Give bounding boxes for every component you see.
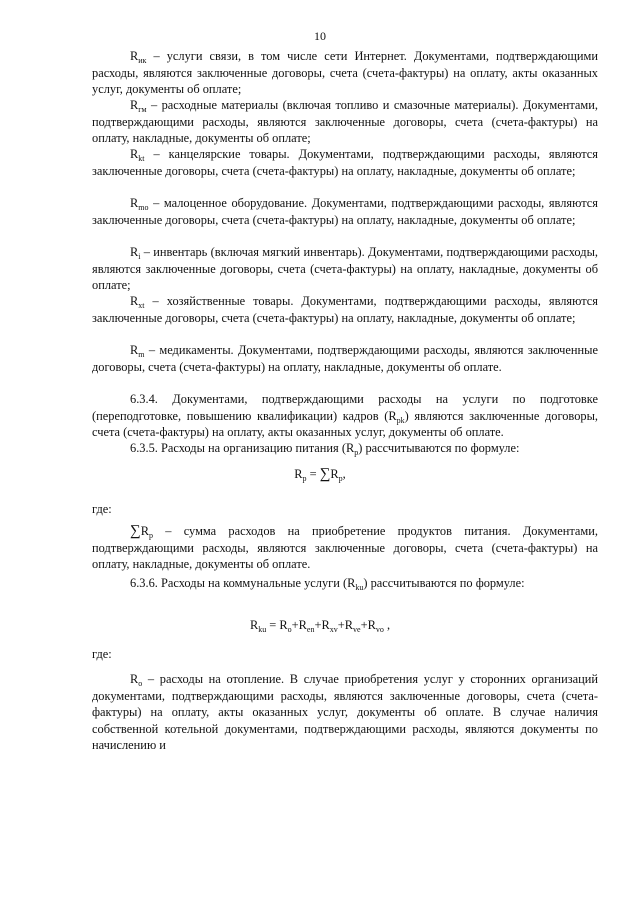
item-subscript: xt: [138, 301, 145, 310]
item-materials: [92, 97, 598, 147]
paragraph-6-3-4: [92, 391, 598, 441]
formula-term: +R: [360, 618, 376, 632]
item-symbol: R: [130, 294, 139, 308]
formula-term: +R: [337, 618, 354, 632]
item-text: – расходные материалы (включая топливо и смазочные материалы). Документами, подтверждающими расходы, являются заключенные договоры, счета (счета-фактуры) на оплату, накладные, документы об оплате;: [92, 98, 598, 145]
where-label: где:: [92, 647, 112, 661]
paragraph-text: 6.3.5. Расходы на организацию питания (R: [130, 441, 355, 455]
item-subscript: mo: [138, 203, 149, 212]
paragraph-text-tail: ) рассчитываются по формуле:: [358, 441, 520, 455]
item-communications: [92, 48, 598, 98]
page-number: 10: [314, 29, 326, 43]
definition-text: – расходы на отопление. В случае приобретения услуг у сторонних организаций документами, подтверждающими расходы, являются заключенные договоры, счета (счета-фактуры) на оплату, акты оказанных услуг, документы об оплате. В случае наличия собственной котельной документами, подтверждающими расходы, являются документы по начислению и: [92, 672, 598, 752]
formula-term: R: [279, 618, 288, 632]
formula-term-sub: en: [306, 625, 315, 634]
item-subscript: гм: [138, 105, 147, 114]
paragraph-6-3-5: [92, 440, 598, 457]
formula-lhs: R: [249, 618, 259, 632]
item-symbol: R: [130, 98, 139, 112]
formula-food-expenses: [0, 466, 640, 483]
formula-lhs-sub: ku: [258, 625, 267, 634]
formula-rhs: R: [330, 467, 339, 481]
paragraph-text-tail: ) являются заключенные договоры, счета (счета-фактуры) на оплату, акты оказанных услуг, документы об оплате.: [92, 408, 599, 439]
formula-end: ,: [342, 467, 346, 481]
paragraph-text-tail: ) рассчитываются по формуле:: [363, 576, 525, 590]
item-subscript: kt: [138, 154, 145, 163]
paragraph-text: 6.3.4. Документами, подтверждающими расходы на услуги по подготовке (переподготовке, повышению квалификации) кадров (R: [92, 392, 598, 423]
item-symbol: R: [130, 245, 139, 259]
formula-equals: =: [266, 618, 280, 632]
item-stationery: [92, 146, 598, 179]
item-text: – канцелярские товары. Документами, подтверждающими расходы, являются заключенные договоры, счета (счета-фактуры) на оплату, накладные, документы об оплате;: [92, 147, 598, 178]
paragraph-text: 6.3.6. Расходы на коммунальные услуги (R: [130, 576, 356, 590]
formula-term-sub: ve: [353, 625, 361, 634]
formula-utilities: [0, 617, 640, 634]
formula-term: +R: [291, 618, 307, 632]
paragraph-6-3-6: [92, 575, 598, 592]
item-text: – инвентарь (включая мягкий инвентарь). Документами, подтверждающими расходы, являются заключенные договоры, счета (счета-фактуры) на оплату, накладные, документы об оплате;: [92, 245, 598, 292]
formula-lhs-sub: p: [302, 474, 307, 483]
paragraph-subscript: pk: [396, 415, 405, 425]
item-symbol: R: [130, 49, 139, 63]
definition-subscript: o: [138, 679, 143, 688]
formula-term-sub: xv: [329, 625, 338, 634]
sum-definition: [92, 523, 598, 573]
item-low-value-equipment: [92, 195, 598, 228]
where-label: где:: [92, 502, 112, 516]
formula-term: +R: [314, 618, 330, 632]
item-symbol: R: [130, 147, 139, 161]
definition-symbol: R: [140, 524, 149, 538]
paragraph-subscript: ku: [355, 583, 364, 592]
item-text: – услуги связи, в том числе сети Интернет. Документами, подтверждающими расходы, являются заключенные договоры, счета (счета-фактуры) на оплату, акты оказанных услуг, документы об оплате;: [92, 49, 598, 96]
item-subscript: m: [138, 350, 145, 359]
item-symbol: R: [130, 196, 139, 210]
item-household-goods: [92, 293, 598, 326]
item-subscript: i: [138, 252, 141, 261]
formula-rhs-sub: p: [338, 474, 343, 483]
definition-subscript: p: [148, 531, 153, 540]
formula-term-sub: o: [287, 625, 292, 634]
definition-text: – сумма расходов на приобретение продуктов питания. Документами, подтверждающими расходы, являются заключенные договоры, счета (счета-фактуры) на оплату, накладные, документы об оплате.: [92, 524, 598, 571]
sum-symbol: ∑: [130, 523, 141, 539]
heating-definition: [92, 671, 598, 754]
definition-symbol: R: [130, 672, 139, 686]
item-text: – малоценное оборудование. Документами, подтверждающими расходы, являются заключенные договоры, счета (счета-фактуры) на оплату, накладные, документы об оплате;: [92, 196, 598, 227]
item-text: – хозяйственные товары. Документами, подтверждающими расходы, являются заключенные договоры, счета (счета-фактуры) на оплату, накладные, документы об оплате;: [92, 294, 598, 325]
sum-symbol: ∑: [319, 466, 331, 482]
item-symbol: R: [130, 343, 139, 357]
paragraph-subscript: p: [354, 448, 359, 457]
item-text: – медикаменты. Документами, подтверждающими расходы, являются заключенные договоры, счета (счета-фактуры) на оплату, накладные, документы об оплате.: [92, 343, 598, 374]
formula-lhs: R: [294, 467, 303, 481]
item-medicines: [92, 342, 598, 375]
formula-end: ,: [383, 618, 391, 632]
formula-term-sub: vo: [375, 625, 384, 634]
formula-equals: =: [306, 467, 320, 481]
item-subscript: ик: [138, 56, 147, 65]
item-inventory: [92, 244, 598, 294]
